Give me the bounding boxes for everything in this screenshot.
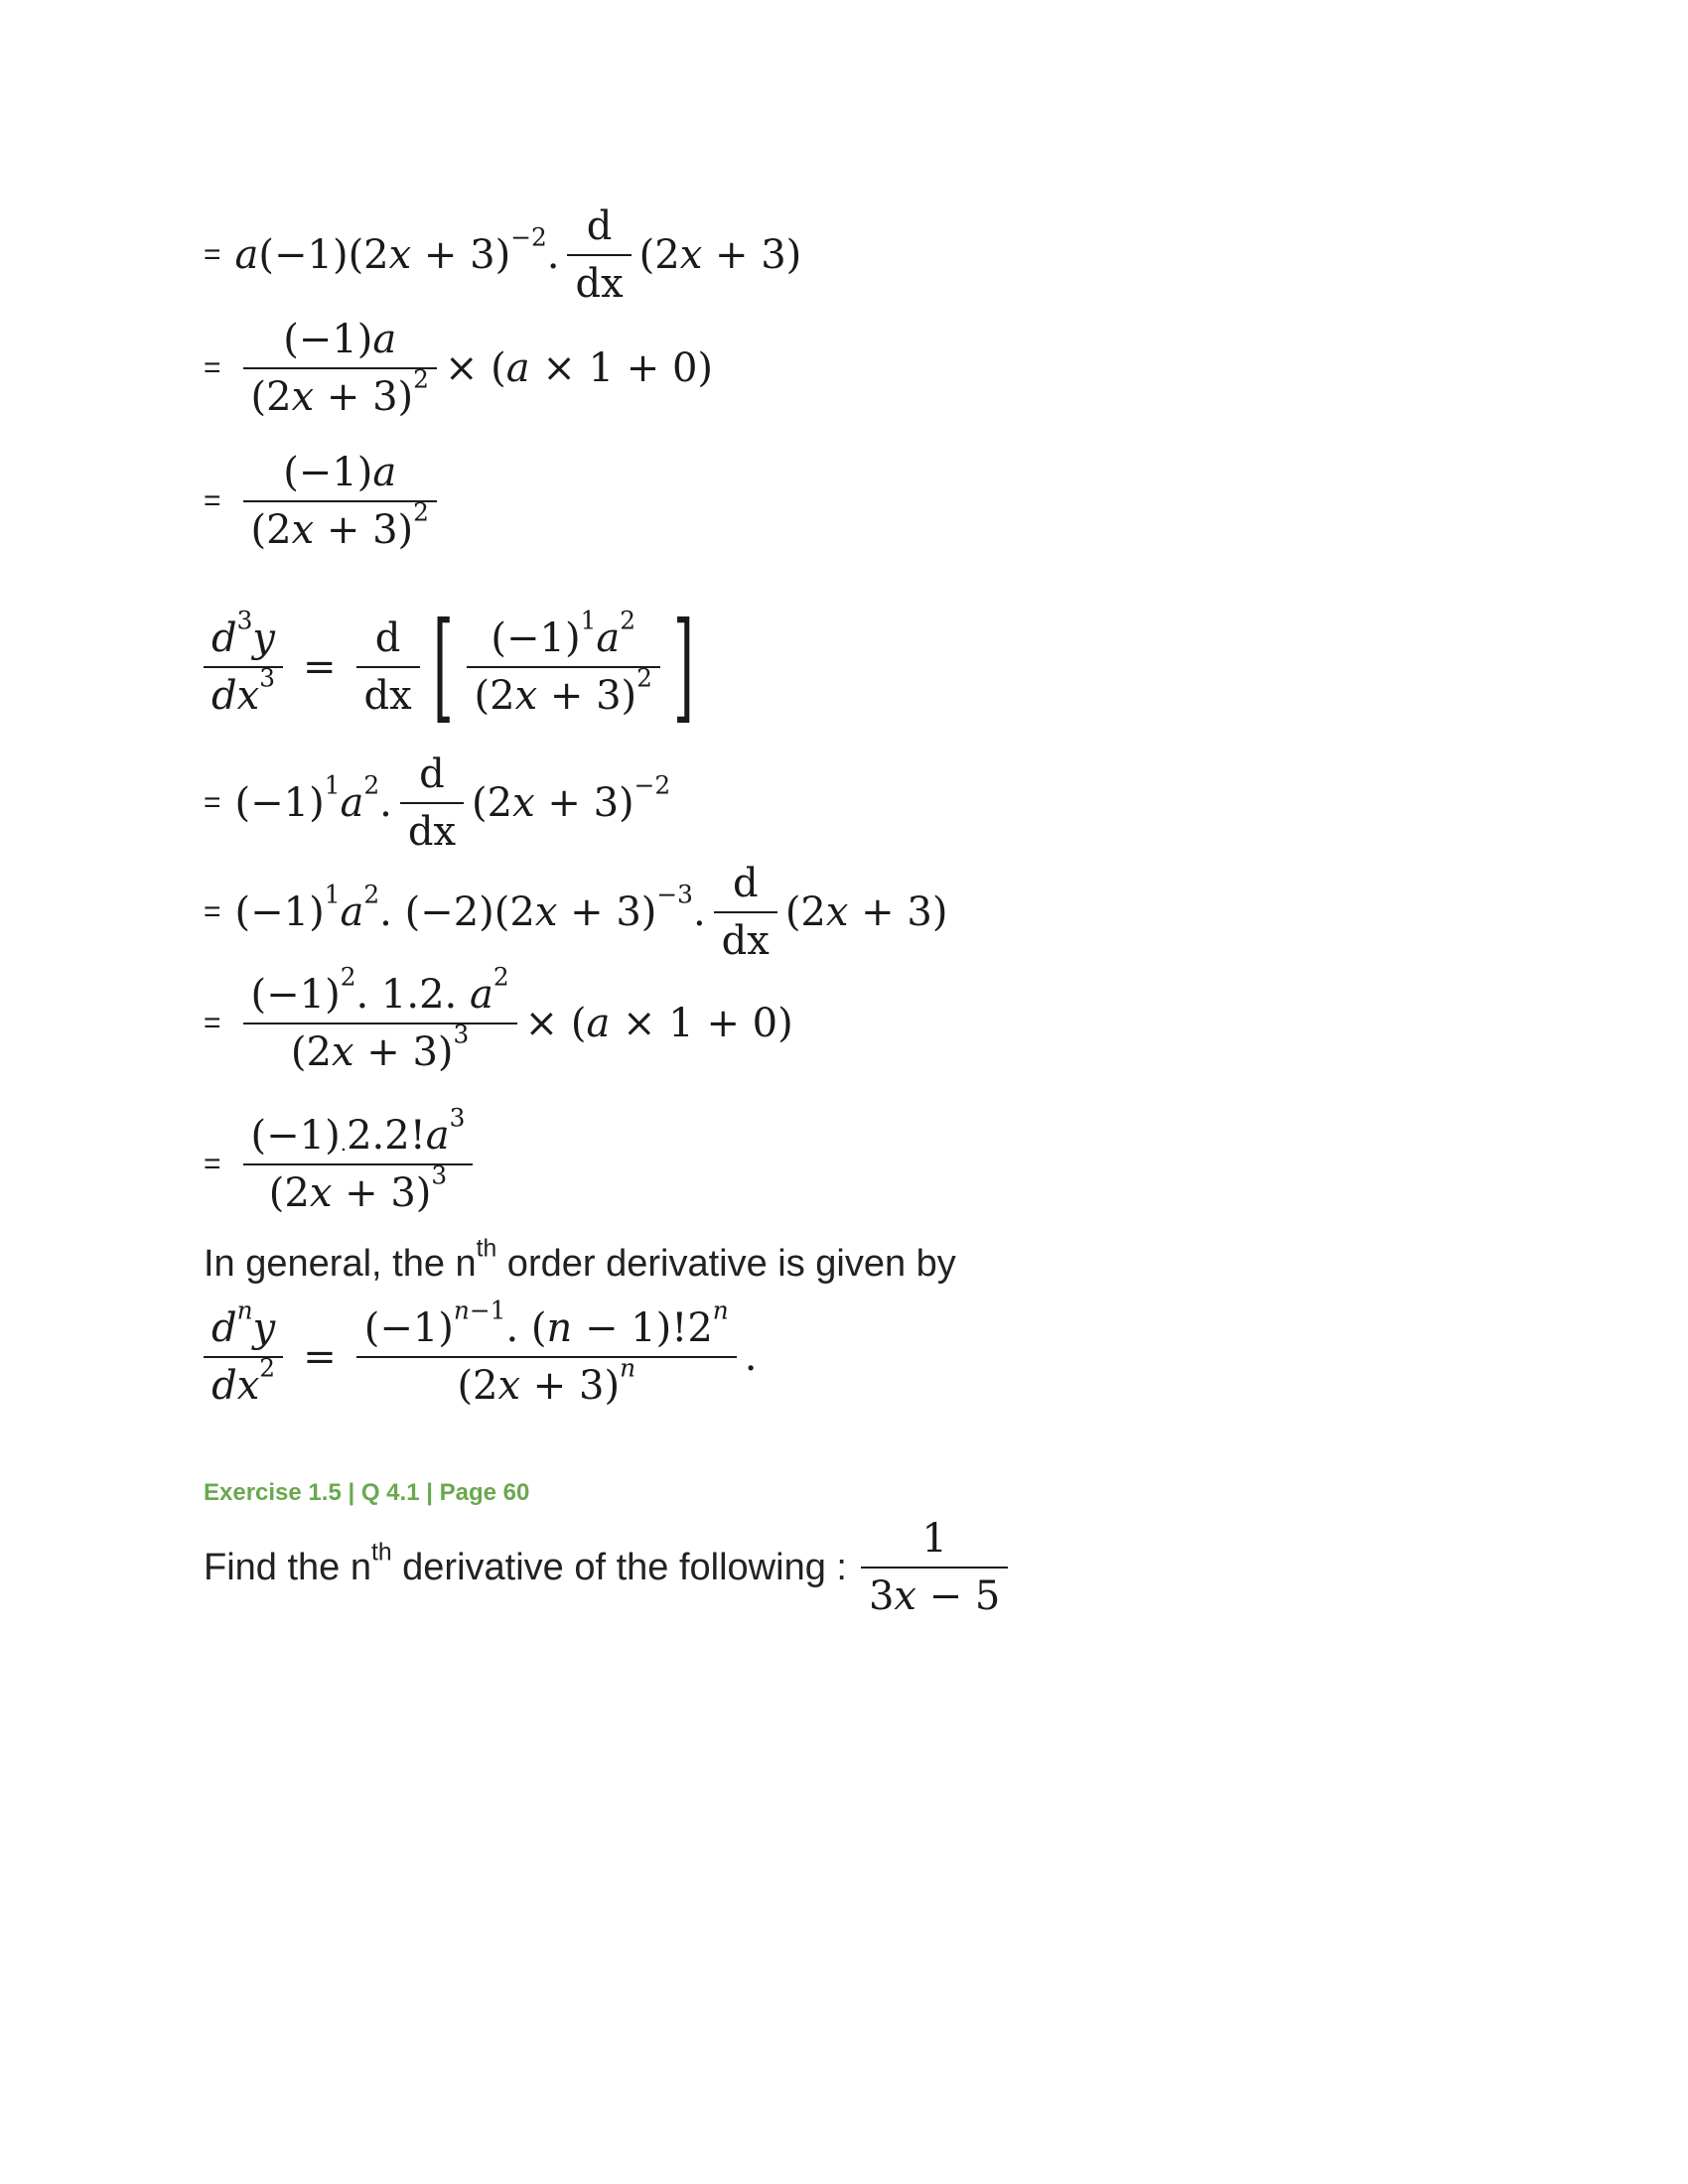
equals-operator: =	[303, 1334, 337, 1380]
math-expression: × (a × 1 + 0)	[444, 345, 714, 391]
nth-derivative-formula	[204, 1296, 758, 1409]
exercise-label: Exercise 1.5 | Q 4.1 | Page 60	[204, 1479, 530, 1506]
step-2	[204, 317, 714, 420]
fraction: $\frac{(-1)^1a^2}{(2x + 3)^2}$	[467, 618, 660, 716]
step-5	[204, 751, 671, 855]
question-text: Find the $n^{th}$ derivative of the following :	[204, 1538, 847, 1588]
derivative-operator: $\frac{d}{dx}$	[567, 206, 631, 304]
exercise-question	[204, 1516, 1016, 1619]
equals-sign: =	[204, 351, 221, 384]
question-fraction: $\frac{1}{3x - 5}$	[861, 1519, 1008, 1616]
general-statement	[204, 1235, 956, 1286]
fraction: $\frac{(-1).2.2!a^3}{(2x + 3)^3}$	[243, 1116, 474, 1213]
d3y-dx3: $\frac{d^3y}{dx^3}$	[204, 618, 283, 716]
equals-sign: =	[204, 786, 221, 819]
left-bracket: [	[432, 598, 454, 736]
step-8	[204, 1103, 481, 1216]
math-expression: $a(-1)(2x + 3)^{-2}$.	[234, 222, 560, 278]
step-3	[204, 450, 445, 553]
math-expression: × (a × 1 + 0)	[524, 1001, 793, 1046]
math-expression: $(-1)^1a^2$. $(-2)(2x + 3)^{-3}$.	[234, 880, 706, 935]
equals-sign: =	[204, 484, 221, 517]
math-expression: (2x + 3)	[784, 889, 948, 935]
step-7	[204, 962, 793, 1075]
fraction: $\frac{(-1)a}{(2x + 3)^2}$	[243, 453, 437, 550]
step-1	[204, 204, 802, 307]
math-expression: $(-1)^1a^2$.	[234, 770, 392, 826]
step-6	[204, 861, 948, 964]
equals-sign: =	[204, 1148, 221, 1180]
right-bracket: ]	[672, 598, 694, 736]
derivative-operator: $\frac{d}{dx}$	[714, 864, 777, 961]
math-expression: (2x + 3)	[638, 232, 802, 278]
math-expression: $(2x + 3)^{-2}$	[472, 770, 671, 826]
derivative-operator: $\frac{d}{dx}$	[400, 754, 464, 852]
fraction: $\frac{(-1)^{n-1}. (n - 1)!2^n}{(2x + 3)^n}$	[356, 1308, 737, 1406]
equals-sign: =	[204, 895, 221, 928]
equals-sign: =	[204, 1007, 221, 1039]
derivative-operator: $\frac{d}{dx}$	[356, 618, 420, 716]
fraction: $\frac{(-1)a}{(2x + 3)^2}$	[243, 320, 437, 417]
fraction: $\frac{(-1)^2. 1.2. a^2}{(2x + 3)^3}$	[243, 975, 517, 1072]
equals-operator: =	[303, 644, 337, 690]
step-4-third-derivative	[204, 598, 699, 736]
equals-sign: =	[204, 238, 221, 271]
period: .	[744, 1334, 758, 1380]
statement-text: In general, the $n^{th}$ order derivative is given by	[204, 1235, 956, 1285]
dny-dx2: $\frac{d^ny}{dx^2}$	[204, 1308, 283, 1406]
